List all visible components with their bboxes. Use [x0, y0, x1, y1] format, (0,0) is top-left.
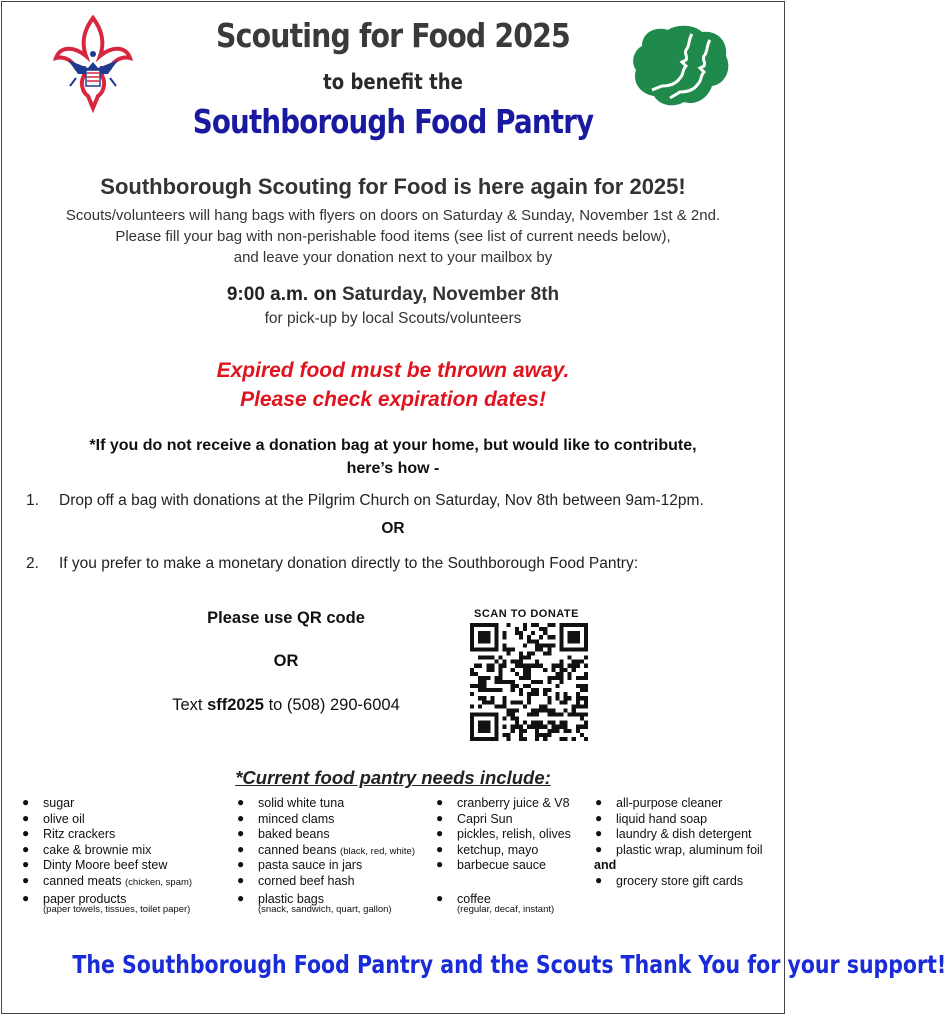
list-item: ● pasta sauce in jars: [237, 857, 363, 873]
page-title: Scouting for Food 2025: [216, 16, 570, 55]
step-text: If you prefer to make a monetary donation directly to the Southborough Food Pantry:: [59, 555, 639, 572]
deadline-time: 9:00 a.m. on: [226, 284, 337, 305]
bullet-icon: ●: [22, 857, 30, 872]
step-monetary: [26, 555, 766, 575]
bullet-icon: ●: [436, 841, 444, 856]
intro-line: Please fill your bag with non-perishable food items (see list of current needs below),: [115, 228, 671, 245]
step-number: 2.: [26, 555, 39, 572]
text-prefix: Text: [172, 696, 203, 714]
list-item: ● coffee: [436, 890, 491, 906]
list-item: ● sugar: [22, 795, 75, 810]
bullet-icon: ●: [436, 795, 444, 809]
list-item: ● solid white tuna: [237, 795, 345, 810]
list-item: ● olive oil: [22, 810, 85, 826]
list-item: ● plastic wrap, aluminum foil: [595, 841, 763, 857]
list-item-note: (snack, sandwich, quart, gallon): [258, 903, 392, 915]
bullet-icon: ●: [436, 810, 444, 825]
bullet-icon: ●: [595, 810, 603, 825]
list-item: ● grocery store gift cards: [595, 872, 744, 888]
list-item: ● pickles, relish, olives: [436, 826, 571, 842]
qr-label: SCAN TO DONATE: [474, 608, 579, 620]
step-dropoff: [26, 492, 766, 512]
list-item: ● paper products: [22, 890, 127, 906]
bullet-icon: ●: [22, 795, 30, 809]
warning-line: Expired food must be thrown away.: [216, 359, 570, 382]
list-item: ● ketchup, mayo: [436, 841, 539, 857]
list-and: and: [594, 858, 617, 873]
text-code: sff2025: [207, 696, 264, 714]
pickup-note: for pick-up by local Scouts/volunteers: [264, 310, 522, 327]
list-item: ● plastic bags: [237, 890, 325, 906]
qr-instruction: Please use QR code: [207, 609, 365, 627]
needs-column-3: [436, 795, 571, 916]
bullet-icon: ●: [436, 857, 444, 872]
list-item: ● canned beans (black, red, white): [237, 841, 416, 857]
needs-heading: *Current food pantry needs include:: [235, 767, 551, 788]
page-subtitle: to benefit the: [323, 70, 463, 94]
intro-headline: Southborough Scouting for Food is here again for 2025!: [100, 174, 686, 199]
alternate-line: here’s how -: [346, 460, 440, 477]
deadline-day: Saturday, November 8th: [341, 284, 560, 305]
list-item: ● Dinty Moore beef stew: [22, 857, 168, 873]
thank-you-footer: The Southborough Food Pantry and the Scouts Thank You for your support!: [72, 950, 946, 979]
list-item: ● minced clams: [237, 810, 335, 826]
list-item: ● liquid hand soap: [595, 810, 708, 826]
list-item: ● all-purpose cleaner: [595, 795, 723, 810]
bullet-icon: ●: [22, 826, 30, 841]
warning-line: Please check expiration dates!: [240, 388, 546, 411]
needs-column-4: [594, 795, 763, 890]
needs-column-2: [237, 795, 416, 916]
expiration-warning: [2, 356, 784, 414]
list-item: ● cranberry juice & V8: [436, 795, 570, 810]
list-item: ● Ritz crackers: [22, 826, 116, 842]
intro-paragraph: [2, 205, 784, 268]
bullet-icon: ●: [237, 872, 245, 887]
text-to-donate: [136, 696, 436, 715]
bullet-icon: ●: [22, 810, 30, 825]
bullet-icon: ●: [22, 841, 30, 856]
step-text: Drop off a bag with donations at the Pilgrim Church on Saturday, Nov 8th between 9am-12pm.: [59, 492, 704, 509]
bullet-icon: ●: [595, 841, 603, 856]
bullet-icon: ●: [436, 826, 444, 841]
list-item: ● baked beans: [237, 826, 330, 842]
bullet-icon: ●: [595, 795, 603, 809]
or-separator: OR: [273, 652, 299, 670]
qr-code[interactable]: [470, 623, 588, 741]
intro-line: and leave your donation next to your mailbox by: [233, 249, 553, 266]
alternate-heading: [2, 434, 784, 480]
list-item: ● canned meats (chicken, spam): [22, 872, 193, 888]
list-item: ● barbecue sauce: [436, 857, 546, 873]
intro-line: Scouts/volunteers will hang bags with flyers on doors on Saturday & Sunday, November 1st & 2nd.: [65, 207, 721, 224]
or-separator: OR: [381, 520, 405, 537]
bullet-icon: ●: [237, 826, 245, 841]
list-item: ● Capri Sun: [436, 810, 513, 826]
bullet-icon: ●: [237, 857, 245, 872]
list-item: ● cake & brownie mix: [22, 841, 152, 857]
text-number: to (508) 290-6004: [268, 696, 400, 714]
list-item-note: (regular, decaf, instant): [457, 903, 555, 915]
list-item-note: (paper towels, tissues, toilet paper): [43, 903, 191, 915]
pantry-name: Southborough Food Pantry: [192, 102, 594, 141]
bullet-icon: ●: [237, 810, 245, 825]
list-item: ● laundry & dish detergent: [595, 826, 752, 842]
flyer-page: [1, 1, 946, 1014]
bullet-icon: ●: [237, 795, 245, 809]
alternate-line: *If you do not receive a donation bag at your home, but would like to contribute,: [89, 437, 697, 454]
bullet-icon: ●: [595, 826, 603, 841]
needs-column-1: [22, 795, 193, 916]
step-number: 1.: [26, 492, 39, 509]
list-item: ● corned beef hash: [237, 872, 355, 888]
deadline: [2, 284, 784, 306]
